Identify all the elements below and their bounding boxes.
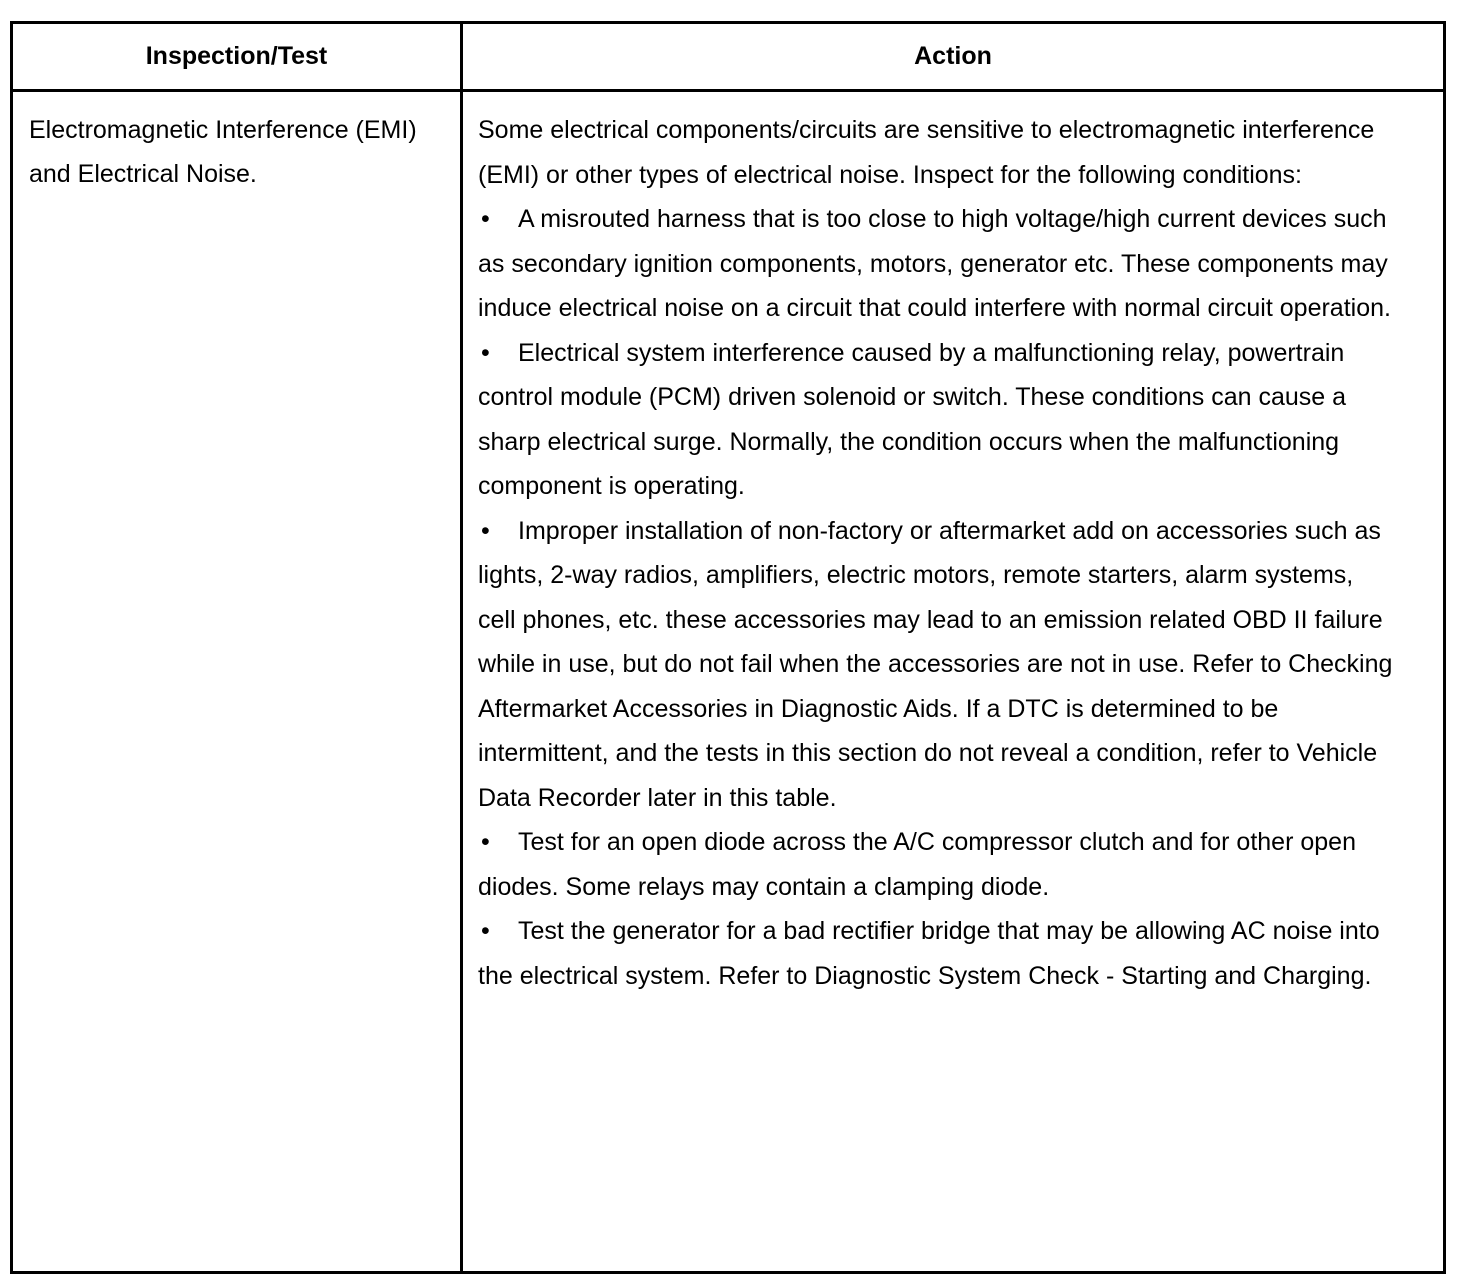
action-bullet-item (478, 509, 1393, 821)
column-divider (460, 24, 463, 1271)
bullet-marker: • (481, 205, 490, 233)
action-bullet-item (478, 909, 1393, 998)
header-inspection-test: Inspection/Test (145, 42, 328, 70)
bullet-marker: • (481, 917, 490, 945)
bullet-text: Improper installation of non-factory or aftermarket add on accessories such as lights, 2-way radios, amplifiers, electric motors, remote starters, alarm systems, cell phones, etc. these accessories may lead to an emission related OBD II failure while in use, but do not fail when the accessories are not in use. Refer to Checking Aftermarket Accessories in Diagnostic Aids. If a DTC is determined to be intermittent, and the tests in this section do not reveal a condition, refer to Vehicle Data Recorder later in this table. (478, 516, 1393, 812)
bullet-marker: • (481, 338, 490, 367)
header-action: Action (914, 42, 992, 70)
action-bullet-item (478, 197, 1393, 331)
bullet-marker: • (481, 828, 490, 856)
action-cell (478, 108, 1393, 998)
bullet-text: Test for an open diode across the A/C compressor clutch and for other open diodes. Some relays may contain a clamping diode. (478, 828, 1356, 901)
bullet-marker: • (481, 516, 490, 545)
inspection-cell: Electromagnetic Interference (EMI) and Electrical Noise. (29, 116, 417, 188)
action-bullet-item (478, 820, 1393, 909)
bullet-text: A misrouted harness that is too close to high voltage/high current devices such as secondary ignition components, motors, generator etc. These components may induce electrical noise on a circuit that could interfere with normal circuit operation. (478, 205, 1391, 322)
header-divider (13, 89, 1443, 92)
inspection-table (10, 21, 1446, 1274)
action-bullet-item (478, 331, 1393, 509)
action-intro: Some electrical components/circuits are sensitive to electromagnetic interference (EMI) or other types of electrical noise. Inspect for the following conditions: (478, 116, 1375, 189)
bullet-text: Electrical system interference caused by a malfunctioning relay, powertrain control module (PCM) driven solenoid or switch. These conditions can cause a sharp electrical surge. Normally, the condition occurs when the malfunctioning component is operating. (478, 338, 1347, 500)
bullet-text: Test the generator for a bad rectifier bridge that may be allowing AC noise into the electrical system. Refer to Diagnostic System Check - Starting and Charging. (478, 917, 1380, 990)
